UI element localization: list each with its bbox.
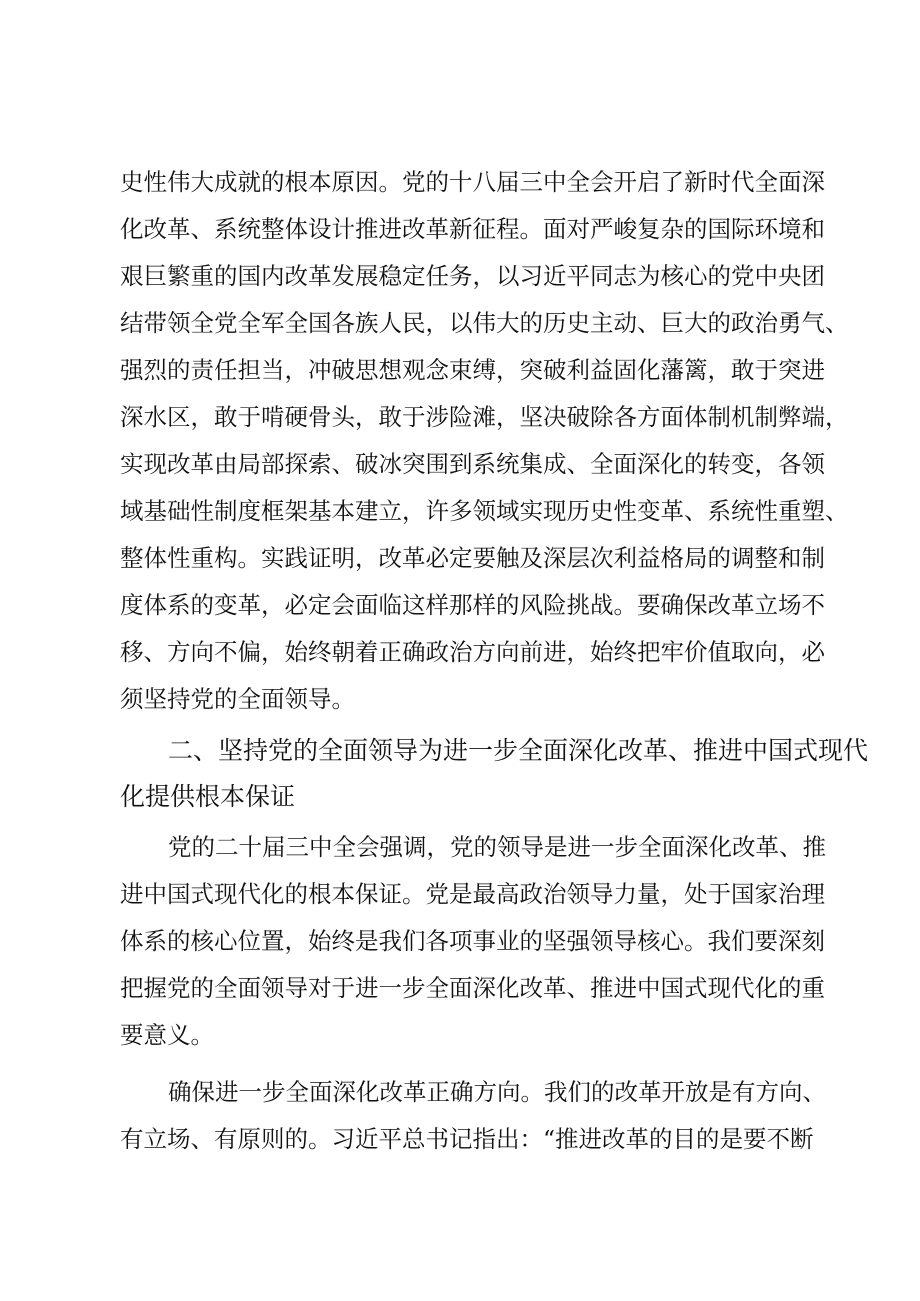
text-line: 要意义。 — [120, 1021, 214, 1049]
text-line: 移、方向不偏，始终朝着正确政治方向前进，始终把牢价值取向，必 — [120, 638, 825, 666]
text-line: 须坚持党的全面领导。 — [120, 685, 355, 713]
text-line: 结带领全党全军全国各族人民，以伟大的历史主动、巨大的政治勇气、 — [120, 309, 849, 337]
text-line: 实现改革由局部探索、破冰突围到系统集成、全面深化的转变，各领 — [120, 450, 825, 478]
heading-line: 化提供根本保证 — [120, 782, 296, 811]
text-line: 把握党的全面领导对于进一步全面深化改革、推进中国式现代化的重 — [120, 974, 825, 1002]
heading-line: 二、坚持党的全面领导为进一步全面深化改革、推进中国式现代 — [168, 736, 869, 765]
text-line: 党的二十届三中全会强调，党的领导是进一步全面深化改革、推 — [168, 833, 826, 861]
text-line: 史性伟大成就的根本原因。党的十八届三中全会开启了新时代全面深 — [120, 168, 825, 196]
text-line: 进中国式现代化的根本保证。党是最高政治领导力量，处于国家治理 — [120, 880, 825, 908]
text-line: 确保进一步全面深化改革正确方向。我们的改革开放是有方向、 — [168, 1078, 826, 1106]
text-line: 体系的核心位置，始终是我们各项事业的坚强领导核心。我们要深刻 — [120, 927, 825, 955]
text-line: 整体性重构。实践证明，改革必定要触及深层次利益格局的调整和制 — [120, 544, 825, 572]
text-line: 化改革、系统整体设计推进改革新征程。面对严峻复杂的国际环境和 — [120, 215, 825, 243]
text-line: 深水区，敢于啃硬骨头，敢于涉险滩，坚决破除各方面体制机制弊端， — [120, 403, 849, 431]
text-line: 域基础性制度框架基本建立，许多领域实现历史性变革、系统性重塑、 — [120, 497, 849, 525]
text-line: 度体系的变革，必定会面临这样那样的风险挑战。要确保改革立场不 — [120, 591, 825, 619]
text-line: 强烈的责任担当，冲破思想观念束缚，突破利益固化藩篱，敢于突进 — [120, 356, 825, 384]
text-line: 有立场、有原则的。习近平总书记指出：“推进改革的目的是要不断 — [120, 1125, 814, 1153]
text-line: 艰巨繁重的国内改革发展稳定任务，以习近平同志为核心的党中央团 — [120, 262, 825, 290]
